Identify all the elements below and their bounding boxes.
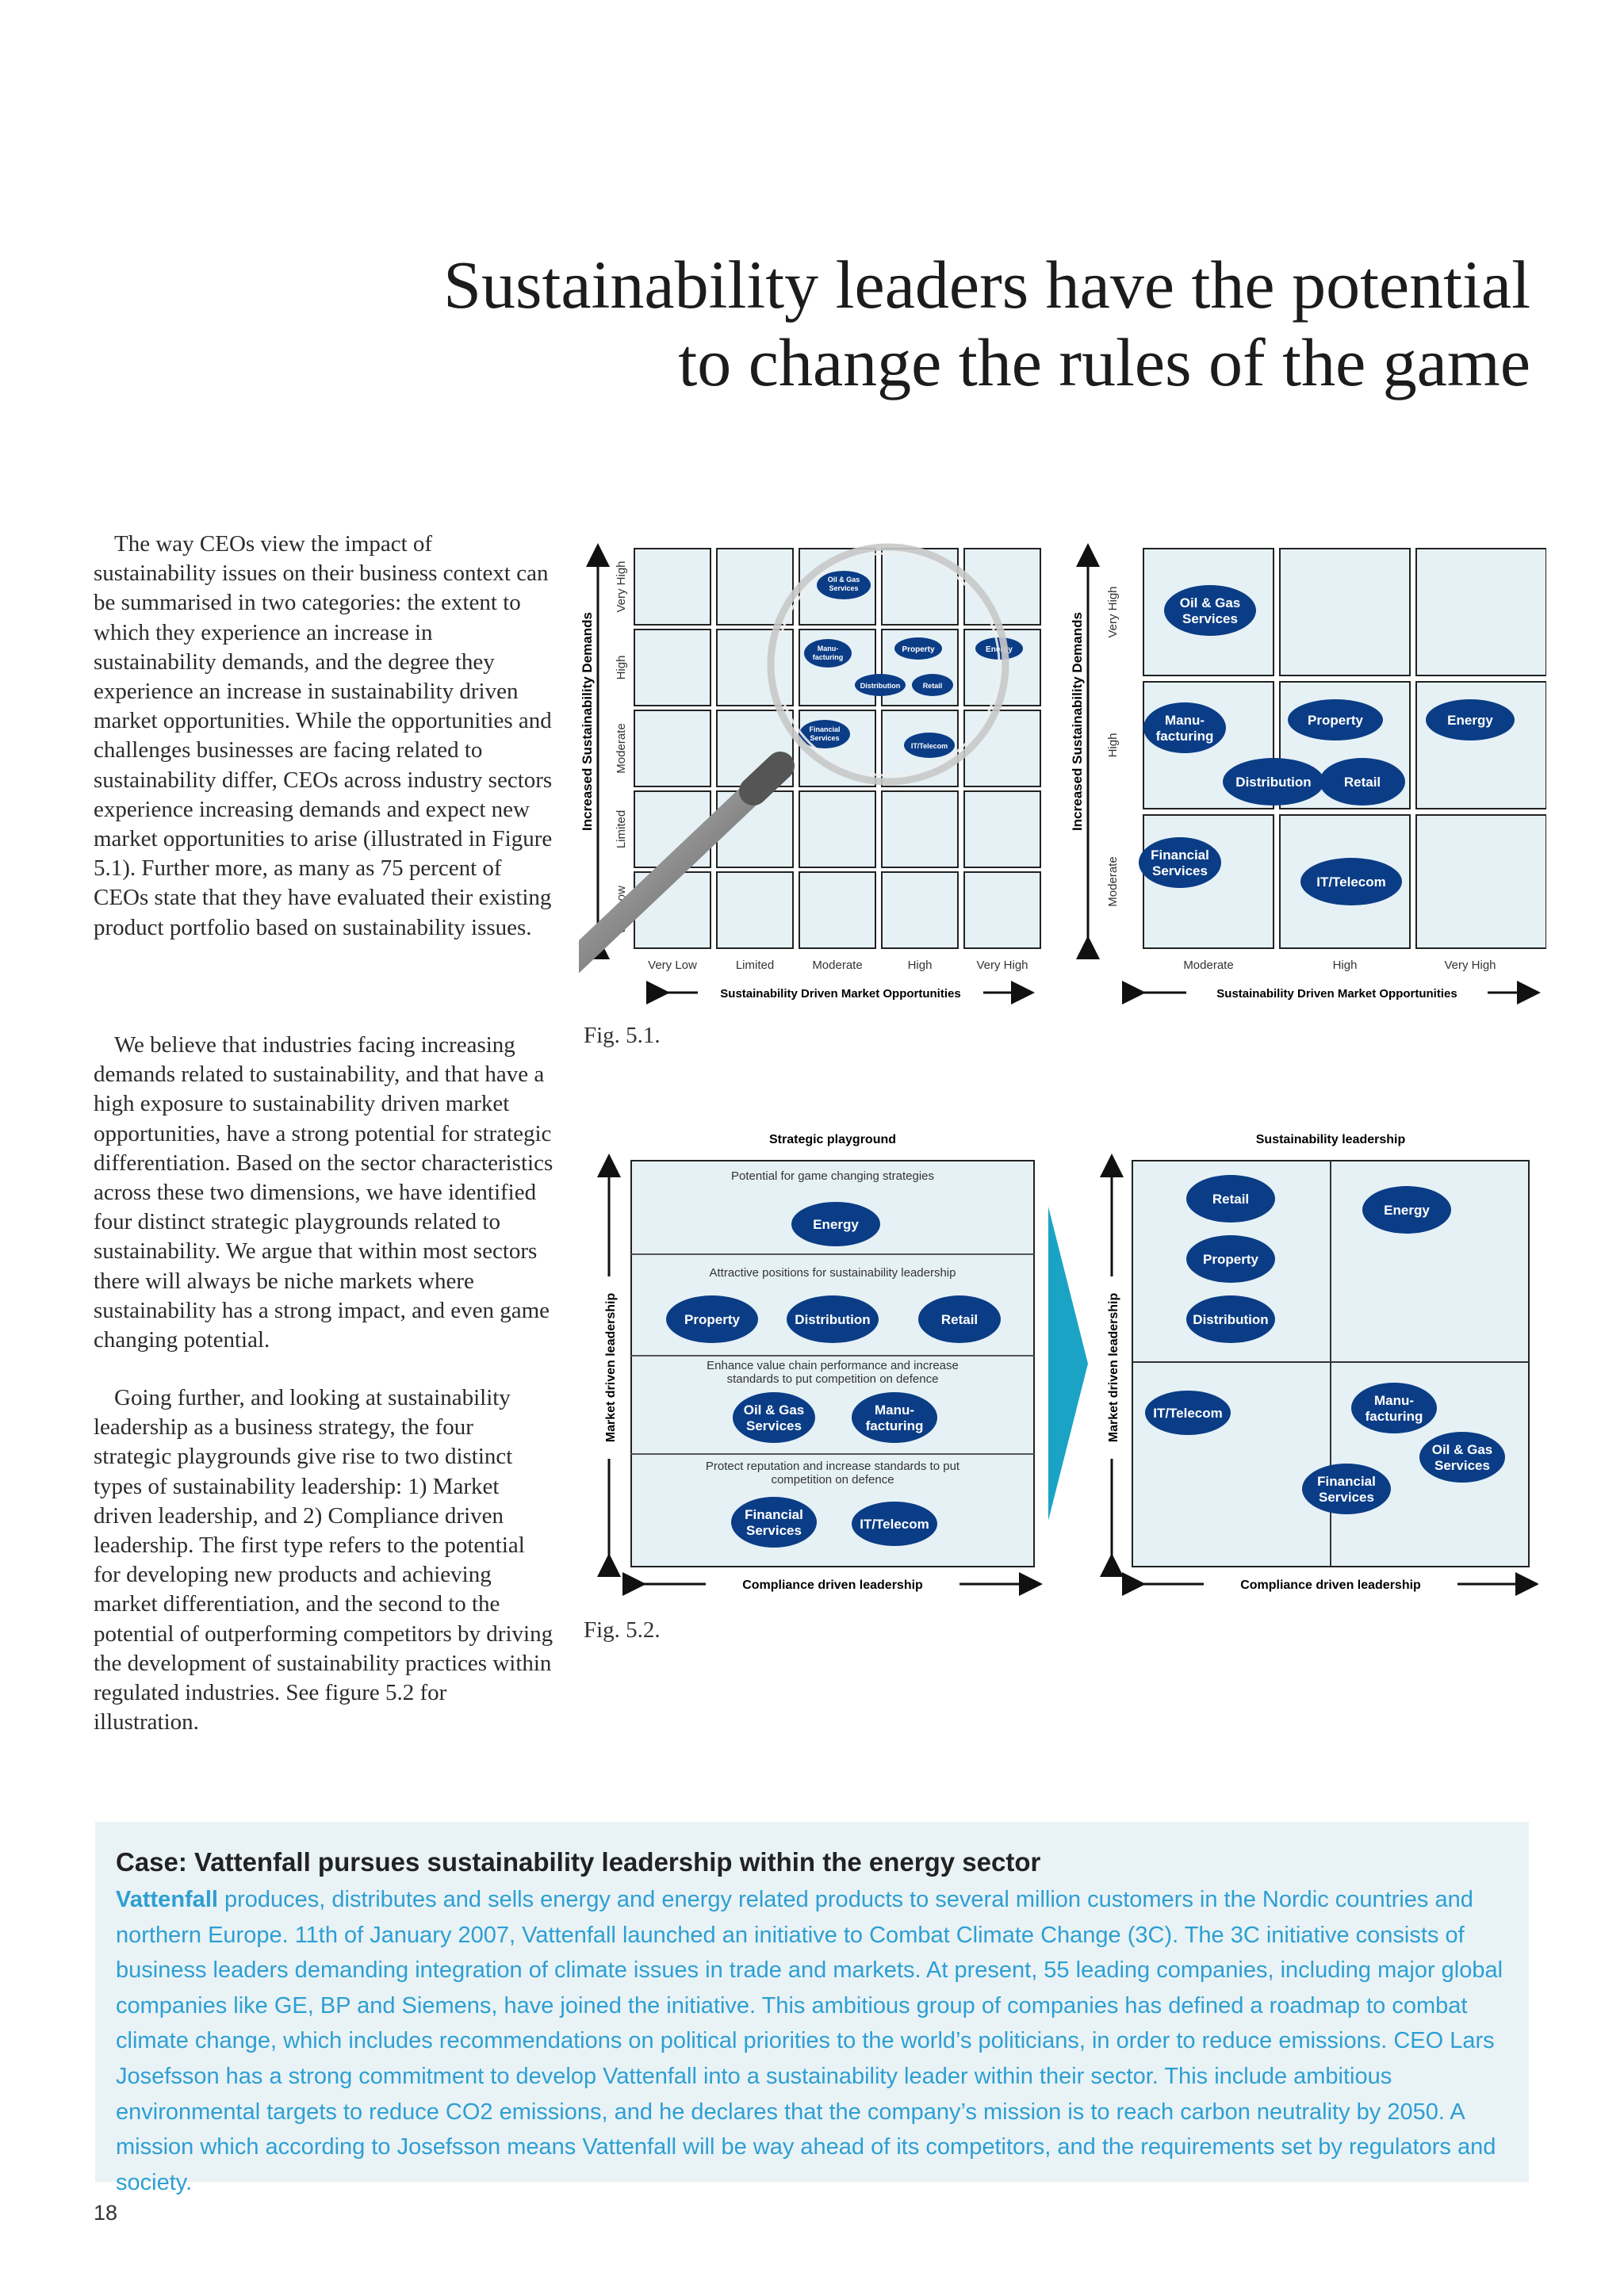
y-tick: Very High (1106, 586, 1120, 638)
bubble-label: Services (829, 584, 859, 592)
svg-text:Property: Property (1203, 1252, 1258, 1267)
svg-text:Oil & Gas: Oil & Gas (743, 1402, 805, 1418)
svg-text:Retail: Retail (1343, 775, 1381, 790)
title-line-2: to change the rules of the game (678, 324, 1530, 400)
page-number: 18 (94, 2201, 118, 2225)
svg-text:Retail: Retail (940, 1312, 979, 1327)
fig51-left-x-ticks (648, 959, 1028, 972)
svg-text:IT/Telecom: IT/Telecom (1153, 1406, 1223, 1421)
bubble-label: Services (810, 734, 840, 742)
svg-text:Distribution: Distribution (1193, 1312, 1269, 1327)
band-label: Attractive positions for sustainability leadership (709, 1266, 956, 1280)
body-paragraph-1: The way CEOs view the impact of sustainability issues on their business context can be summarised in two categories: the extent to which they experience an increase in sustainability demands, and the degree they experience an increase in sustainability driven market opportunities. While the opportunities and challenges businesses are facing related to sustainability differ, CEOs across industry sectors experience increasing demands and expect new market opportunities to arise (illustrated in Figure 5.1). Further more, as many as 75 percent of CEOs state that they have evaluated their existing product portfolio based on sustainability issues. (94, 531, 553, 940)
bubble-label: Financial (809, 725, 841, 733)
fig51-right-y-axis-label: Increased Sustainability Demands (1070, 612, 1085, 831)
svg-text:facturing: facturing (1365, 1409, 1423, 1424)
band-label: standards to put competition on defence (726, 1372, 939, 1386)
y-tick: Limited (615, 809, 628, 849)
svg-text:IT/Telecom: IT/Telecom (1316, 874, 1386, 890)
fig52-right-title: Sustainability leadership (1255, 1133, 1406, 1146)
figure-5-2-svg (587, 1126, 1538, 1601)
svg-text:Manu-: Manu- (874, 1402, 915, 1418)
fig51-left-y-ticks (615, 561, 628, 934)
svg-text:Oil & Gas: Oil & Gas (1179, 595, 1241, 610)
svg-text:Services: Services (746, 1523, 802, 1538)
svg-text:Retail: Retail (1212, 1192, 1250, 1207)
case-box (95, 1822, 1529, 2195)
svg-text:Energy: Energy (1384, 1203, 1430, 1218)
fig51-left-y-axis-label: Increased Sustainability Demands (580, 612, 595, 831)
svg-text:Services: Services (1319, 1490, 1374, 1505)
body-paragraph-3: Going further, and looking at sustainability leadership as a business strategy, the four strategic playgrounds give rise to two distinct types of sustainability leadership: 1) Market driven leadership, and 2) Compliance driven leadership. The first type refers to the potential for developing new products and achieving market differentiation, and the second to the potential of outperforming competitors by driving the development of sustainability practices within regulated industries. See figure 5.2 for illustration. (94, 1385, 553, 1735)
figure-5-2 (587, 1126, 1538, 1601)
svg-text:Financial: Financial (745, 1507, 803, 1522)
fig52-left-x-axis-label: Compliance driven leadership (742, 1578, 923, 1592)
svg-text:Distribution: Distribution (795, 1312, 871, 1327)
band-label: competition on defence (771, 1473, 894, 1487)
svg-text:Distribution: Distribution (1235, 775, 1312, 790)
bubble-label: IT/Telecom (910, 742, 948, 750)
bubble-label: Distribution (860, 682, 901, 690)
svg-text:Energy: Energy (813, 1217, 859, 1232)
band-label: Protect reputation and increase standards to put (705, 1460, 960, 1473)
x-tick: Very High (976, 959, 1028, 972)
band-label: Enhance value chain performance and increase (707, 1359, 959, 1372)
svg-text:Energy: Energy (1447, 713, 1493, 728)
band-label: Potential for game changing strategies (731, 1169, 934, 1183)
fig51-left-x-axis-label: Sustainability Driven Market Opportunities (720, 987, 961, 1001)
case-body: produces, distributes and sells energy and energy related products to several million customers in the Nordic countries and northern Europe. 11th of January 2007, Vattenfall launched an initiative to Combat Climate Change (3C). The 3C initiative consists of business leaders demanding integration of climate issues in trade and markets. At present, 55 leading companies, including major global companies like GE, BP and Siemens, have joined the initiative. This ambitious group of companies has defined a roadmap to combat climate change, which includes recommendations on political priorities to the world’s politicians, in order to reduce emissions. CEO Lars Josefsson has a strong commitment to develop Vattenfall into a sustainability leader within their sector. This include ambitious environmental targets to reduce CO2 emissions, and he declares that the company’s mission is to reach carbon neutrality by 2050. A mission which according to Josefsson means Vattenfall will be way ahead of its competitors, and the requirements set by regulators and society. (116, 1887, 1503, 2195)
y-tick: High (1106, 733, 1120, 758)
bubble-label: Oil & Gas (827, 576, 860, 584)
fig52-left-title: Strategic playground (768, 1133, 897, 1146)
figure-5-1 (579, 523, 1546, 1015)
y-tick: High (615, 655, 628, 680)
svg-text:IT/Telecom: IT/Telecom (860, 1517, 929, 1532)
svg-text:Oil & Gas: Oil & Gas (1431, 1442, 1493, 1457)
x-tick: Limited (735, 959, 775, 972)
y-tick: Very High (615, 561, 628, 613)
svg-text:facturing: facturing (1155, 729, 1214, 744)
svg-text:facturing: facturing (865, 1418, 924, 1433)
x-tick: Very High (1444, 959, 1496, 972)
case-text (116, 1882, 1519, 2200)
x-tick: Moderate (1183, 959, 1234, 972)
svg-text:Property: Property (1308, 713, 1363, 728)
fig51-right-x-axis-label: Sustainability Driven Market Opportunities (1216, 987, 1457, 1001)
fig52-right-x-axis-label: Compliance driven leadership (1240, 1578, 1421, 1592)
fig51-caption: Fig. 5.1. (584, 1023, 661, 1048)
svg-text:Property: Property (684, 1312, 740, 1327)
case-heading: Case: Vattenfall pursues sustainability leadership within the energy sector (116, 1847, 1041, 1877)
fig52-right-y-axis-label: Market driven leadership (1107, 1292, 1120, 1443)
y-tick: Moderate (615, 723, 628, 774)
svg-text:Services: Services (1434, 1458, 1490, 1473)
x-tick: High (907, 959, 933, 972)
bubble-label: Energy (986, 645, 1013, 654)
fig51-left-grid (634, 549, 1040, 948)
page-title (420, 246, 1530, 401)
x-tick: High (1332, 959, 1358, 972)
figure-5-1-svg (579, 523, 1546, 1015)
svg-text:Financial: Financial (1151, 848, 1209, 863)
transition-arrow-icon (1048, 1207, 1088, 1521)
svg-text:Services: Services (1182, 611, 1238, 626)
svg-text:Manu-: Manu- (1373, 1393, 1415, 1408)
title-line-1: Sustainability leaders have the potential (443, 247, 1530, 323)
bubble-label: Property (902, 645, 935, 654)
bubble-label: Manu- (817, 645, 839, 652)
body-paragraph-2: We believe that industries facing increasing demands related to sustainability, and that have a high exposure to sustainability driven market opportunities, have a strong potential for strategic differentiation. Based on the sector characteristics across these two dimensions, we have identified four distinct strategic playgrounds related to sustainability. We argue that within most sectors there will always be niche markets where sustainability has a strong impact, and even game changing potential. (94, 1032, 553, 1353)
case-lead: Vattenfall (116, 1887, 218, 1912)
fig52-caption: Fig. 5.2. (584, 1617, 661, 1643)
svg-text:Services: Services (746, 1418, 802, 1433)
svg-text:Services: Services (1152, 863, 1208, 878)
fig51-right-y-ticks (1106, 586, 1120, 906)
fig52-left-y-axis-label: Market driven leadership (604, 1292, 618, 1443)
fig51-right-x-ticks (1183, 959, 1496, 972)
svg-text:Financial: Financial (1317, 1474, 1376, 1489)
svg-text:Manu-: Manu- (1164, 713, 1205, 728)
x-tick: Very Low (648, 959, 697, 972)
bubble-label: Retail (922, 682, 943, 690)
bubble-label: facturing (812, 653, 844, 661)
x-tick: Moderate (812, 959, 863, 972)
y-tick: Moderate (1106, 856, 1120, 907)
